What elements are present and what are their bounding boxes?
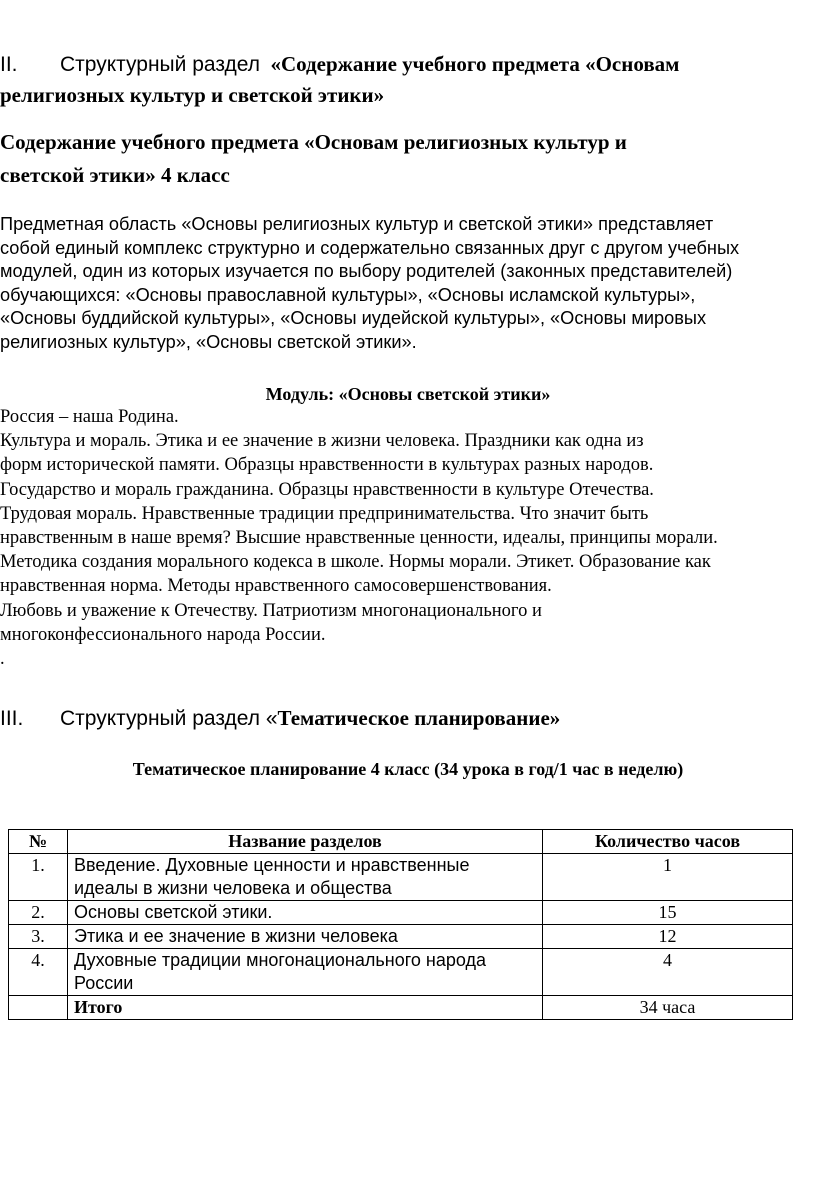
module-body (0, 405, 816, 671)
section-2-title-line2: религиозных культур и светской этики» (0, 83, 385, 107)
section-3-number: III. (0, 707, 24, 730)
total-number-cell (9, 996, 68, 1020)
plan-table (8, 829, 793, 1020)
intro-line: религиозных культур», «Основы светской этики». (0, 331, 417, 352)
module-line: Россия – наша Родина. (0, 407, 179, 427)
header-number: № (9, 830, 68, 854)
table-row (9, 925, 793, 949)
row-name: Этика и ее значение в жизни человека (68, 925, 543, 949)
row-name: Духовные традиции многонационального народа России (68, 949, 543, 996)
table-row (9, 901, 793, 925)
content-heading-line2: светской этики» 4 класс (0, 163, 230, 187)
row-hours: 12 (543, 925, 793, 949)
section-3-heading (0, 703, 790, 734)
intro-line: обучающихся: «Основы православной культуры», «Основы исламской культуры», (0, 284, 696, 305)
row-hours: 1 (543, 854, 793, 901)
module-line: многоконфессионального народа России. (0, 624, 326, 645)
row-name: Введение. Духовные ценности и нравственные идеалы в жизни человека и общества (68, 854, 543, 901)
total-hours: 34 часа (543, 996, 793, 1020)
row-hours: 15 (543, 901, 793, 925)
module-line: Любовь и уважение к Отечеству. Патриотизм многонационального и (0, 600, 542, 621)
intro-line: модулей, один из которых изучается по выбору родителей (законных представителей) (0, 261, 733, 282)
row-name: Основы светской этики. (68, 901, 543, 925)
plan-title: Тематическое планирование 4 класс (34 урока в год/1 час в неделю) (132, 759, 684, 779)
intro-line: собой единый комплекс структурно и содержательно связанных друг с другом учебных (0, 237, 740, 258)
header-hours: Количество часов (543, 830, 793, 854)
table-header-row (9, 830, 793, 854)
section-2-title-line1: «Содержание учебного предмета «Основам (270, 52, 680, 76)
module-title: Модуль: «Основы светской этики» (265, 384, 551, 404)
section-2-number: II. (0, 53, 18, 76)
intro-line: «Основы буддийской культуры», «Основы иудейской культуры», «Основы мировых (0, 308, 707, 329)
module-line: Государство и мораль гражданина. Образцы нравственности в культуре Отечества. (0, 479, 654, 500)
row-number: 3. (9, 925, 68, 949)
table-row (9, 949, 793, 996)
table-row (9, 854, 793, 901)
row-number: 2. (9, 901, 68, 925)
module-line: Культура и мораль. Этика и ее значение в жизни человека. Праздники как одна из (0, 431, 644, 452)
content-heading-line1: Содержание учебного предмета «Основам религиозных культур и (0, 130, 627, 154)
row-number: 1. (9, 854, 68, 901)
section-2-heading (0, 49, 790, 110)
content-heading (0, 126, 780, 192)
intro-paragraph (0, 213, 800, 355)
module-line: нравственным в наше время? Высшие нравственные ценности, идеалы, принципы морали. (0, 528, 718, 549)
section-2-prefix: Структурный раздел (60, 53, 260, 76)
module-line: форм исторической памяти. Образцы нравственности в культурах разных народов. (0, 455, 654, 476)
module-line: . (0, 649, 5, 670)
total-label: Итого (68, 996, 543, 1020)
intro-line: Предметная область «Основы религиозных культур и светской этики» представляет (0, 214, 714, 234)
section-3-prefix: Структурный раздел « (60, 707, 278, 730)
module-line: Трудовая мораль. Нравственные традиции предпринимательства. Что значит быть (0, 503, 649, 524)
table-total-row (9, 996, 793, 1020)
section-3-title: Тематическое планирование» (277, 706, 561, 730)
header-section-name: Название разделов (68, 830, 543, 854)
row-hours: 4 (543, 949, 793, 996)
module-line: нравственная норма. Методы нравственного самосовершенствования. (0, 576, 552, 597)
row-number: 4. (9, 949, 68, 996)
module-line: Методика создания морального кодекса в школе. Нормы морали. Этикет. Образование как (0, 552, 711, 573)
